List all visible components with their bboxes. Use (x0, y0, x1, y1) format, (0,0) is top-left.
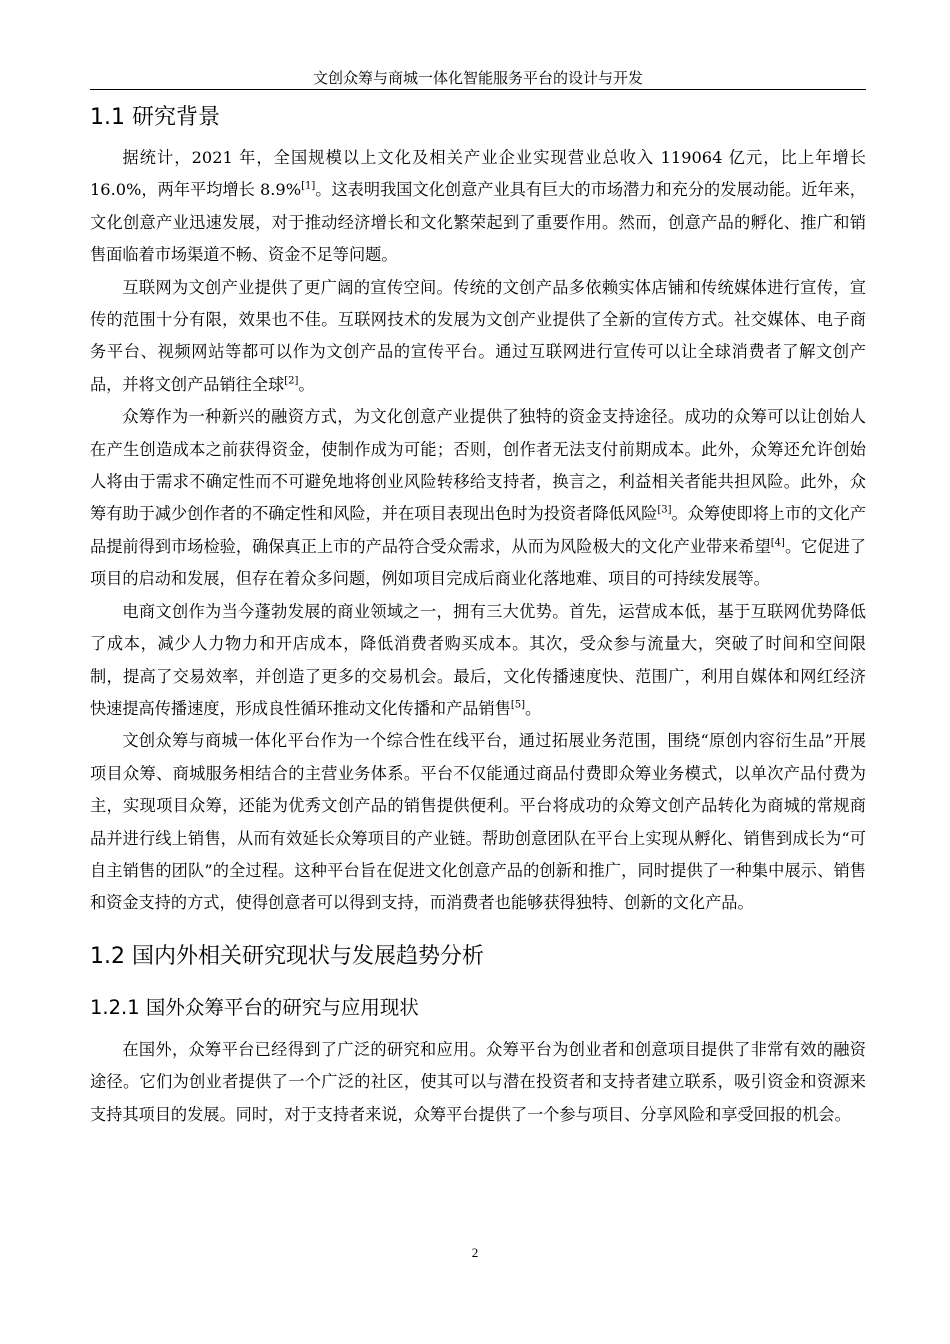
paragraph-2: 互联网为文创产业提供了更广阔的宣传空间。传统的文创产品多依赖实体店铺和传统媒体进行宣传，宣传的范围十分有限，效果也不佳。互联网技术的发展为文创产业提供了全新的宣传方式。社交媒体、电子商务平台、视频网站等都可以作为文创产品的宣传平台。通过互联网进行宣传可以让全球消费者了解文创产品，并将文创产品销往全球[2]。 (90, 277, 866, 394)
paragraph-6: 在国外，众筹平台已经得到了广泛的研究和应用。众筹平台为创业者和创意项目提供了非常有效的融资途径。它们为创业者提供了一个广泛的社区，使其可以与潜在投资者和支持者建立联系，吸引资金和资源来支持其项目的发展。同时，对于支持者来说，众筹平台提供了一个参与项目、分享风险和享受回报的机会。 (90, 1039, 866, 1124)
page-number: 2 (471, 1245, 479, 1260)
paragraph-1: 据统计，2021 年，全国规模以上文化及相关产业企业实现营业总收入 119064 亿元，比上年增长 16.0%，两年平均增长 8.9%[1]。这表明我国文化创意产业具有巨大的市场潜力和充分的发展动能。近年来，文化创意产业迅速发展，对于推动经济增长和文化繁荣起到了重要作用。然而，创意产品的孵化、推广和销售面临着市场渠道不畅、资金不足等问题。 (90, 148, 866, 265)
section-heading-1-1: 1.1 研究背景 (90, 105, 220, 130)
paragraph-5: 文创众筹与商城一体化平台作为一个综合性在线平台，通过拓展业务范围，围绕“原创内容衍生品”开展项目众筹、商城服务相结合的主营业务体系。平台不仅能通过商品付费即众筹业务模式，以单次产品付费为主，实现项目众筹，还能为优秀文创产品的销售提供便利。平台将成功的众筹文创产品转化为商城的常规商品并进行线上销售，从而有效延长众筹项目的产业链。帮助创意团队在平台上实现从孵化、销售到成长为“可自主销售的团队”的全过程。这种平台旨在促进文化创意产品的创新和推广，同时提供了一种集中展示、销售和资金支持的方式，使得创意者可以得到支持，而消费者也能够获得独特、创新的文化产品。 (90, 731, 866, 913)
citation-5: [5] (510, 699, 526, 711)
paragraph-3: 众筹作为一种新兴的融资方式，为文化创意产业提供了独特的资金支持途径。成功的众筹可以让创始人在产生创造成本之前获得资金，使制作成为可能；否则，创作者无法支付前期成本。此外，众筹还允许创始人将由于需求不确定性而不可避免地将创业风险转移给支持者，换言之，利益相关者能共担风险。此外，众筹有助于减少创作者的不确定性和风险，并在项目表现出色时为投资者降低风险[3]。众筹使即将上市的文化产品提前得到市场检验，确保真正上市的产品符合受众需求，从而为风险极大的文化产业带来希望[4]。它促进了项目的启动和发展，但存在着众多问题，例如项目完成后商业化落地难、项目的可持续发展等。 (90, 407, 867, 589)
paragraph-4: 电商文创作为当今蓬勃发展的商业领域之一，拥有三大优势。首先，运营成本低，基于互联网优势降低了成本，减少人力物力和开店成本，降低消费者购买成本。其次，受众参与流量大，突破了时间和空间限制，提高了交易效率，并创造了更多的交易机会。最后，文化传播速度快、范围广，利用自媒体和网红经济快速提高传播速度，形成良性循环推动文化传播和产品销售[5]。 (90, 601, 866, 718)
citation-1: [1] (301, 181, 316, 193)
citation-4: [4] (770, 537, 785, 549)
subsection-heading-1-2-1: 1.2.1 国外众筹平台的研究与应用现状 (90, 995, 419, 1019)
document-body (90, 100, 866, 1131)
citation-3: [3] (657, 505, 672, 517)
section-heading-1-2: 1.2 国内外相关研究现状与发展趋势分析 (90, 943, 484, 969)
citation-2: [2] (284, 375, 299, 387)
header-rule (90, 89, 866, 90)
running-header: 文创众筹与商城一体化智能服务平台的设计与开发 (312, 69, 643, 87)
